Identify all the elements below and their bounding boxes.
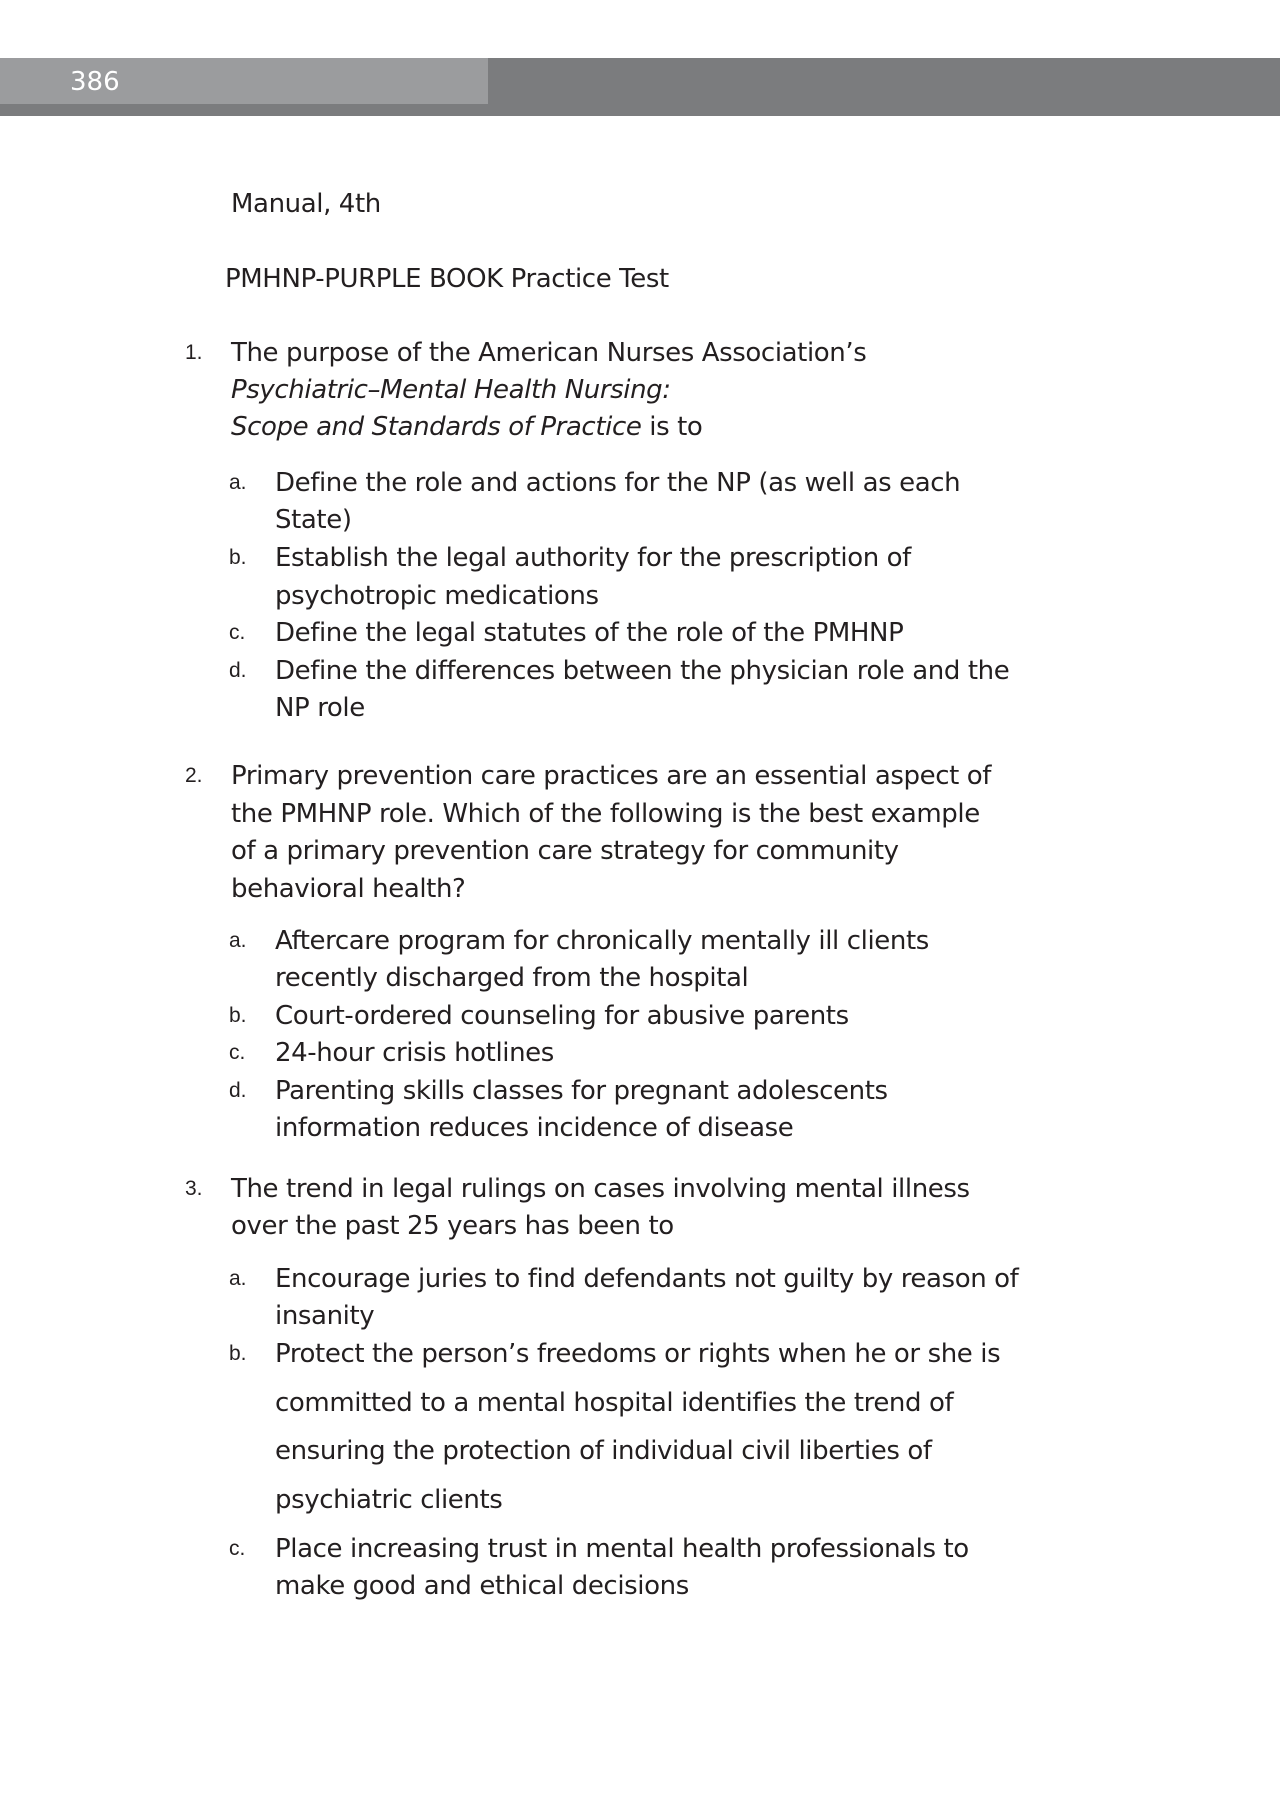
question-3-option-a-line-2: insanity [275,1301,375,1331]
question-3-option-b-line-2: committed to a mental hospital identifies the trend of [275,1388,954,1418]
page-header-bar [0,58,1280,116]
question-2-stem-line-2: the PMHNP role. Which of the following is the best example [231,799,980,829]
question-1-stem-line-3 [231,408,702,446]
intro-line-2: PMHNP-PURPLE BOOK Practice Test [225,264,669,294]
question-3-option-b-line-1: Protect the person’s freedoms or rights when he or she is [275,1339,1001,1369]
question-3-option-b-line-3: ensuring the protection of individual civil liberties of [275,1436,932,1466]
question-3-option-c-line-2: make good and ethical decisions [275,1571,689,1601]
question-1-option-d-line-1: Define the differences between the physician role and the [275,656,1010,686]
question-2-option-c-line-1: 24-hour crisis hotlines [275,1038,554,1068]
question-2-option-c-letter: c. [229,1041,246,1064]
question-3-number: 3. [185,1177,203,1200]
question-1-number: 1. [185,341,203,364]
question-2-number: 2. [185,764,203,787]
question-1-stem-line-2: Psychiatric–Mental Health Nursing: [231,375,671,405]
question-1-option-c-letter: c. [229,621,246,644]
page-number: 386 [70,67,120,97]
question-3-option-c-letter: c. [229,1537,246,1560]
intro-line-1: Manual, 4th [231,189,381,219]
question-1-stem-ending: is to [641,412,703,442]
page-number-tab [0,58,488,104]
question-1-option-d-letter: d. [229,659,247,682]
question-1-option-b-line-1: Establish the legal authority for the prescription of [275,543,911,573]
question-2-option-a-line-2: recently discharged from the hospital [275,963,749,993]
question-1-option-b-letter: b. [229,546,247,569]
question-3-option-c-line-1: Place increasing trust in mental health professionals to [275,1534,969,1564]
question-1-option-d-line-2: NP role [275,693,365,723]
question-2-option-a-line-1: Aftercare program for chronically mentally ill clients [275,926,929,956]
question-2-stem-line-3: of a primary prevention care strategy for community [231,836,899,866]
question-3-stem-line-2: over the past 25 years has been to [231,1211,674,1241]
question-2-stem-line-4: behavioral health? [231,874,466,904]
question-1-option-a-line-1: Define the role and actions for the NP (as well as each [275,468,961,498]
question-2-option-d-letter: d. [229,1079,247,1102]
question-1-option-b-line-2: psychotropic medications [275,581,599,611]
question-2-option-b-letter: b. [229,1004,247,1027]
question-1-stem-title: Scope and Standards of Practice [231,412,642,442]
question-2-option-b-line-1: Court-ordered counseling for abusive parents [275,1001,849,1031]
question-1-option-a-letter: a. [229,471,247,494]
question-3-option-b-letter: b. [229,1342,247,1365]
question-2-stem-line-1: Primary prevention care practices are an essential aspect of [231,761,992,791]
question-1-option-a-line-2: State) [275,505,352,535]
question-3-stem-line-1: The trend in legal rulings on cases involving mental illness [231,1174,970,1204]
question-1-option-c-line-1: Define the legal statutes of the role of the PMHNP [275,618,904,648]
question-2-option-a-letter: a. [229,929,247,952]
question-3-option-a-line-1: Encourage juries to find defendants not guilty by reason of [275,1264,1019,1294]
question-2-option-d-line-2: information reduces incidence of disease [275,1113,794,1143]
question-2-option-d-line-1: Parenting skills classes for pregnant adolescents [275,1076,888,1106]
question-3-option-a-letter: a. [229,1267,247,1290]
question-1-stem-line-1: The purpose of the American Nurses Association’s [231,338,867,368]
question-3-option-b-line-4: psychiatric clients [275,1485,503,1515]
